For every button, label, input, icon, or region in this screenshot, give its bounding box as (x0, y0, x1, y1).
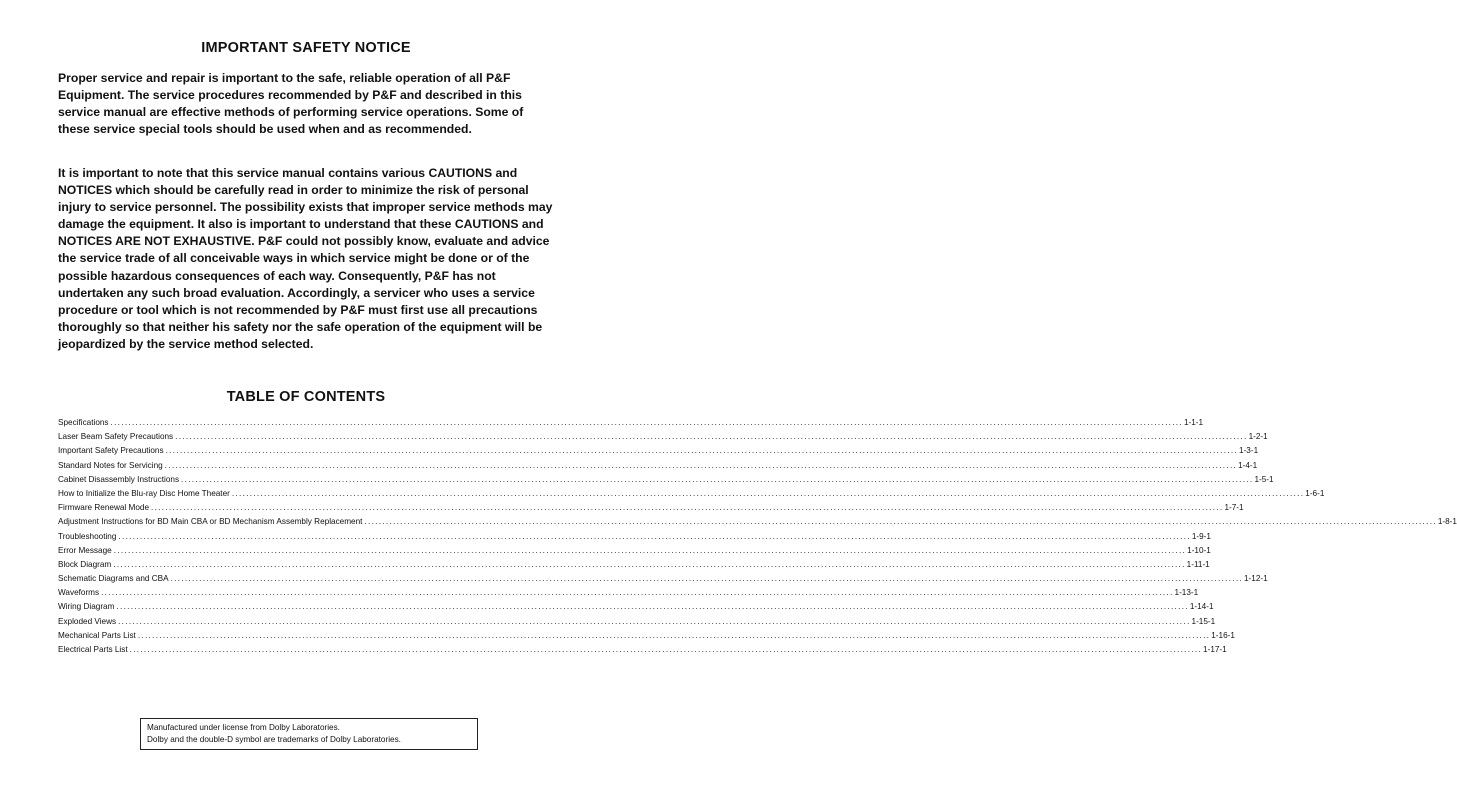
toc-entry-page: 1-6-1 (1305, 488, 1325, 498)
toc-leader-dots: ............................................................................................................................................................................................................................................................................................................ (137, 630, 1211, 640)
toc-entry-title: Electrical Parts List (58, 645, 128, 654)
toc-entry-title: Adjustment Instructions for BD Main CBA or BD Mechanism Assembly Replacement (58, 517, 363, 527)
toc-entry-page: 1-13-1 (1174, 588, 1199, 598)
toc-entry-page: 1-14-1 (1189, 602, 1214, 612)
toc-entry-title: Exploded Views (58, 616, 117, 626)
toc-leader-dots: ............................................................................................................................................................................................................................................................................................................ (113, 559, 1186, 569)
toc-entry[interactable] (58, 645, 1227, 659)
toc-entry-page: 1-12-1 (1244, 574, 1268, 584)
toc-leader-dots: ............................................................................................................................................................................................................................................................................................................ (110, 418, 1183, 427)
toc-leader-dots: ............................................................................................................................................................................................................................................................................................................ (175, 432, 1248, 442)
toc-leader-dots: ............................................................................................................................................................................................................................................................................................................ (170, 574, 1243, 584)
toc-leader-dots: ............................................................................................................................................................................................................................................................................................................ (151, 503, 1224, 513)
toc-entry[interactable] (58, 503, 1244, 517)
safety-notice-title: IMPORTANT SAFETY NOTICE (201, 40, 411, 56)
toc-entry[interactable] (58, 559, 1210, 574)
table-of-contents (58, 418, 1457, 659)
license-line: Dolby and the double-D symbol are trademarks of Dolby Laboratories. (147, 735, 401, 744)
toc-entry-title: Block Diagram (58, 559, 112, 569)
toc-entry-page: 1-2-1 (1248, 432, 1268, 442)
toc-entry-title: Schematic Diagrams and CBA (58, 574, 169, 584)
toc-entry-title: Waveforms (58, 588, 100, 598)
toc-leader-dots: ............................................................................................................................................................................................................................................................................................................ (118, 531, 1191, 541)
toc-entry[interactable] (58, 616, 1216, 631)
toc-leader-dots: ............................................................................................................................................................................................................................................................................................................ (231, 488, 1305, 498)
toc-entry-title: Mechanical Parts List (58, 630, 136, 640)
toc-entry[interactable] (58, 630, 1235, 645)
toc-entry[interactable] (58, 474, 1274, 489)
toc-entry-page: 1-10-1 (1187, 545, 1211, 555)
toc-entry-page: 1-7-1 (1224, 503, 1244, 513)
toc-entry[interactable] (58, 446, 1259, 460)
toc-leader-dots: ............................................................................................................................................................................................................................................................................................................ (364, 517, 1437, 527)
toc-entry-page: 1-5-1 (1254, 474, 1274, 484)
toc-title: TABLE OF CONTENTS (226, 389, 386, 405)
toc-entry-page: 1-11-1 (1186, 559, 1210, 569)
toc-leader-dots: ............................................................................................................................................................................................................................................................................................................ (113, 545, 1187, 555)
toc-entry[interactable] (58, 432, 1268, 446)
toc-entry-page: 1-9-1 (1191, 531, 1211, 541)
license-line: Manufactured under license from Dolby Laboratories. (147, 723, 340, 732)
toc-entry[interactable] (58, 588, 1199, 602)
toc-entry-title: Cabinet Disassembly Instructions (58, 474, 180, 484)
dolby-license-box (140, 718, 478, 750)
toc-leader-dots: ............................................................................................................................................................................................................................................................................................................ (129, 645, 1203, 654)
toc-entry-title: Laser Beam Safety Precautions (58, 432, 174, 442)
toc-entry-title: Specifications (58, 418, 109, 427)
safety-notice-paragraph-2 (58, 165, 558, 353)
toc-entry-title: Firmware Renewal Mode (58, 503, 150, 513)
toc-leader-dots: ............................................................................................................................................................................................................................................................................................................ (101, 588, 1174, 598)
toc-entry[interactable] (58, 602, 1214, 616)
toc-entry-title: Important Safety Precautions (58, 446, 164, 456)
safety-notice-paragraph-1 (58, 70, 558, 138)
toc-leader-dots: ............................................................................................................................................................................................................................................................................................................ (118, 616, 1191, 626)
paragraph-text: Proper service and repair is important to the safe, reliable operation of all P&F Equipment. The service procedures recommended by P&F and described in this service manual are effective methods of performing service operations. Some of these service special tools should be used when and as recommended. (58, 71, 524, 137)
toc-entry[interactable] (58, 574, 1268, 588)
toc-entry[interactable] (58, 545, 1211, 560)
toc-entry-page: 1-3-1 (1239, 446, 1259, 456)
toc-entry-page: 1-4-1 (1238, 460, 1258, 470)
toc-entry[interactable] (58, 418, 1204, 432)
toc-entry-page: 1-15-1 (1191, 616, 1216, 626)
toc-leader-dots: ............................................................................................................................................................................................................................................................................................................ (181, 474, 1254, 484)
toc-entry-title: Wiring Diagram (58, 602, 115, 612)
toc-entry[interactable] (58, 460, 1258, 475)
toc-entry[interactable] (58, 531, 1211, 546)
toc-entry-title: Troubleshooting (58, 531, 117, 541)
toc-leader-dots: ............................................................................................................................................................................................................................................................................................................ (164, 460, 1238, 470)
toc-entry-title: How to Initialize the Blu-ray Disc Home Theater (58, 488, 230, 498)
toc-leader-dots: ............................................................................................................................................................................................................................................................................................................ (116, 602, 1189, 612)
toc-entry[interactable] (58, 517, 1457, 531)
paragraph-text: It is important to note that this service manual contains various CAUTIONS and NOTICES which should be carefully read in order to minimize the risk of personal injury to service personnel. The possibility exists that improper service methods may damage the equipment. It also is important to understand that these CAUTIONS and NOTICES ARE NOT EXHAUSTIVE. P&F could not possibly know, evaluate and advice the service trade of all conceivable ways in which service might be done or of the possible hazardous consequences of each way. Consequently, P&F has not undertaken any such broad evaluation. Accordingly, a servicer who uses a service procedure or tool which is not recommended by P&F must first use all precautions thoroughly so that neither his safety nor the safe operation of the equipment will be jeopardized by the service method selected. (58, 166, 553, 351)
toc-entry-title: Error Message (58, 545, 112, 555)
toc-leader-dots: ............................................................................................................................................................................................................................................................................................................ (165, 446, 1239, 456)
toc-entry-page: 1-16-1 (1211, 630, 1235, 640)
toc-entry-page: 1-8-1 (1437, 517, 1457, 527)
toc-entry-title: Standard Notes for Servicing (58, 460, 163, 470)
toc-entry[interactable] (58, 488, 1325, 503)
toc-entry-page: 1-17-1 (1203, 645, 1227, 654)
toc-entry-page: 1-1-1 (1183, 418, 1204, 427)
